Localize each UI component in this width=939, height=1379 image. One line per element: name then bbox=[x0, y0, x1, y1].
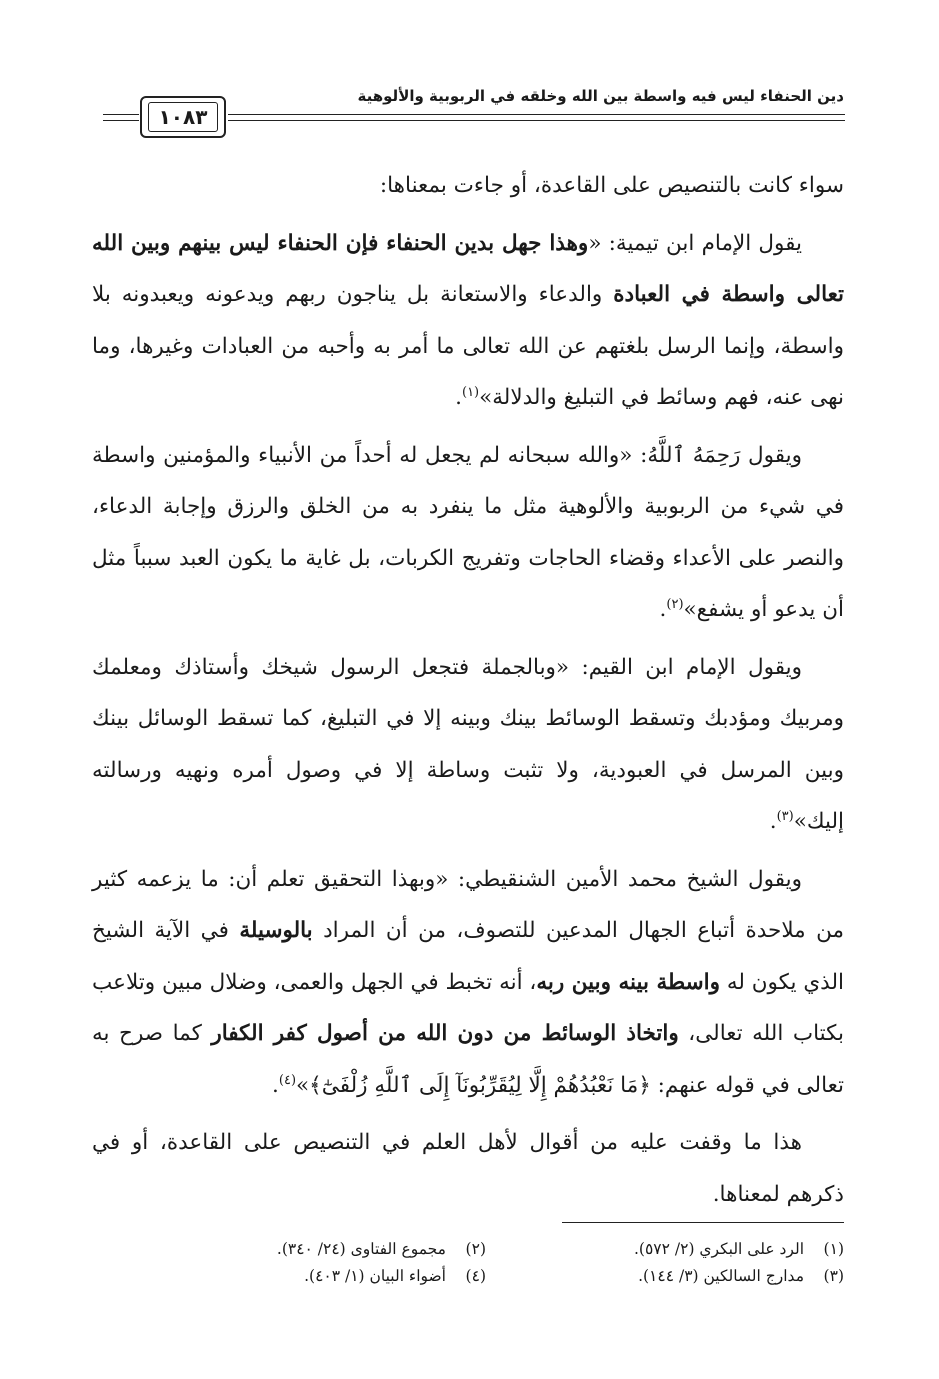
footnote-number: (٣) bbox=[823, 1267, 844, 1285]
text-run: في الآية الشيخ الذي يكون له bbox=[92, 918, 844, 995]
text-run: ويقول الشيخ محمد الأمين الشنقيطي: «وبهذا التحقيق تعلم أن: ما يزعمه كثير من ملاحدة أتباع الجهال المدعين للتصوف، من أن المراد bbox=[92, 866, 844, 943]
text-run: ويقول الإمام ابن القيم: «وبالجملة فتجعل الرسول شيخك وأستاذك ومعلمك ومربيك ومؤدبك وتسقط الوسائط بينك وبينه إلا في التبليغ، كما تسقط الوسائل بينك وبين المرسل في العبودية، ولا تثبت وساطة إلا في وصول أمره ونهيه ورسالته إليك» bbox=[92, 654, 844, 834]
paragraph-ibn-taymiyyah-1 bbox=[92, 218, 844, 424]
footnote-number: (١) bbox=[823, 1240, 844, 1258]
footnote-text: أضواء البيان (١/ ٤٠٣). bbox=[304, 1267, 446, 1285]
footnote-marker: (٢) bbox=[666, 596, 684, 612]
bold-run: بالوسيلة bbox=[239, 918, 313, 943]
paragraph-ibn-taymiyyah-2 bbox=[92, 430, 844, 636]
running-title: دين الحنفاء ليس فيه واسطة بين الله وخلقه في الربوبية والألوهية bbox=[357, 87, 844, 105]
paragraph-shinqiti bbox=[92, 854, 844, 1112]
footnote-number: (٢) bbox=[465, 1240, 486, 1258]
footnote-marker: (١) bbox=[461, 384, 480, 400]
footnote-separator bbox=[562, 1222, 844, 1223]
footnote-4 bbox=[128, 1263, 486, 1290]
text-run: ويقول رَحِمَهُ ٱللَّهُ: «والله سبحانه لم يجعل له أحداً من الأنبياء والمؤمنين واسطة في شيء من الربوبية والألوهية مثل ما ينفرد به من الخلق والرزق وإجابة الدعاء، والنصر على الأعداء وقضاء الحاجات وتفريج الكربات، بل غاية ما يكون العبد سبباً مثل أن يدعو أو يشفع» bbox=[92, 442, 844, 622]
footnote-1 bbox=[486, 1236, 844, 1263]
footnote-marker: (٣) bbox=[776, 808, 794, 824]
footnote-text: مدارج السالكين (٣/ ١٤٤). bbox=[638, 1267, 804, 1285]
header-rule-bottom bbox=[228, 120, 845, 121]
bold-run: واتخاذ الوسائط من دون الله من أصول كفر الكفار bbox=[211, 1021, 679, 1046]
main-text bbox=[92, 160, 844, 1220]
paragraph-ibn-al-qayyim bbox=[92, 642, 844, 848]
text-run: يقول الإمام ابن تيمية: « bbox=[588, 230, 802, 256]
bold-run: واسطة بينه وبين ربه bbox=[536, 969, 720, 995]
footnote-row bbox=[124, 1236, 844, 1263]
footnote-marker: (٤) bbox=[278, 1072, 297, 1088]
header-rule-top bbox=[228, 114, 845, 115]
footnote-row bbox=[124, 1263, 844, 1290]
text-run: والدعاء والاستعانة بل يناجون ربهم ويدعونه ويعبدونه بلا واسطة، وإنما الرسل بلغتهم عن الله تعالى ما أمر به وأحبه من العبادات وغيرها، وما نهى عنه، فهم وسائط في التبليغ والدلالة» bbox=[92, 282, 844, 410]
footnotes bbox=[124, 1236, 844, 1290]
intro-line: سواء كانت بالتنصيص على القاعدة، أو جاءت بمعناها: bbox=[379, 173, 844, 198]
closing-paragraph: هذا ما وقفت عليه من أقوال لأهل العلم في التنصيص على القاعدة، أو في ذكرهم لمعناها. bbox=[92, 1130, 844, 1207]
footnote-text: مجموع الفتاوى (٢٤/ ٣٤٠). bbox=[276, 1240, 446, 1258]
header-rule-left-bottom bbox=[103, 120, 139, 121]
text-run: . bbox=[769, 809, 777, 834]
footnote-number: (٤) bbox=[465, 1267, 486, 1285]
bold-run: وهذا جهل بدين الحنفاء فإن الحنفاء ليس بينهم وبين الله تعالى واسطة في العبادة bbox=[92, 230, 844, 307]
footnote-3 bbox=[486, 1263, 844, 1290]
page-number-frame bbox=[140, 96, 226, 138]
text-run: . bbox=[659, 597, 667, 622]
text-run: . bbox=[272, 1072, 279, 1098]
footnote-2 bbox=[128, 1236, 486, 1263]
page-number: ١٠٨٣ bbox=[158, 105, 208, 129]
header-rule-left-top bbox=[103, 114, 139, 115]
text-run: ، أنه تخبط في الجهل والعمى، وضلال مبين وتلاعب بكتاب الله تعالى، bbox=[92, 969, 845, 1046]
text-run: كما صرح به تعالى في قوله عنهم: ﴿مَا نَعْبُدُهُمْ إِلَّا لِيُقَرِّبُونَآ إِلَى ٱللَّهِ زُلْفَىٰٓ﴾» bbox=[92, 1021, 844, 1098]
footnote-text: الرد على البكري (٢/ ٥٧٢). bbox=[633, 1240, 804, 1258]
text-run: . bbox=[455, 385, 462, 410]
